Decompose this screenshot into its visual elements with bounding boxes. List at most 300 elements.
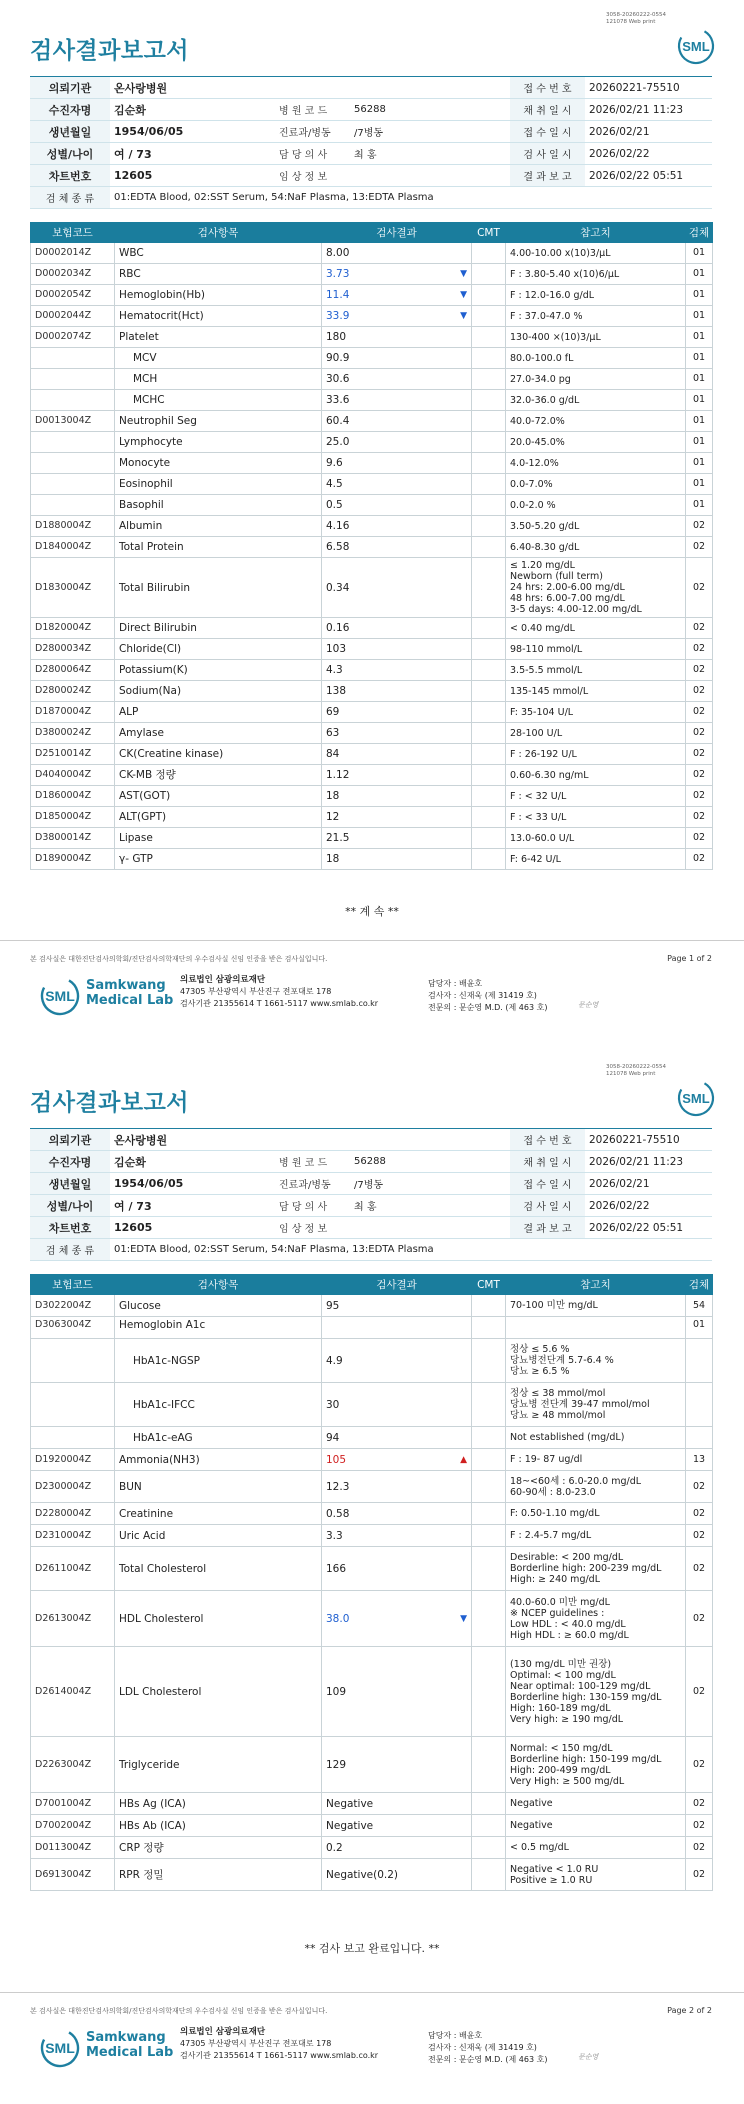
label: 임 상 정 보: [275, 165, 350, 187]
reference-range: [506, 285, 686, 306]
reference-range: [506, 264, 686, 285]
insurance-code: D1920004Z: [31, 1449, 115, 1471]
value: 2026/02/22 05:51: [585, 165, 712, 187]
specimen-code: 02: [686, 702, 713, 723]
specimen-code: 02: [686, 558, 713, 618]
specimen-code: 02: [686, 807, 713, 828]
test-item: BUN: [115, 1471, 322, 1503]
reference-line: 130-400 ×(10)3/μL: [510, 331, 601, 343]
reference-line: ≤ 1.20 mg/dL: [510, 560, 575, 571]
value: 최 홍: [350, 1195, 510, 1217]
reference-line: High HDL : ≥ 60.0 mg/dL: [510, 1629, 629, 1641]
insurance-code: D2280004Z: [31, 1503, 115, 1525]
test-result: [322, 474, 472, 495]
col-header: 보험코드: [31, 1275, 115, 1295]
comment: [472, 1449, 506, 1471]
insurance-code: D2800064Z: [31, 660, 115, 681]
insurance-code: [31, 453, 115, 474]
test-result: [322, 243, 472, 264]
table-row: [31, 411, 713, 432]
comment: [472, 1525, 506, 1547]
comment: [472, 660, 506, 681]
comment: [472, 1503, 506, 1525]
comment: [472, 1793, 506, 1815]
test-result: [322, 660, 472, 681]
reference-range: [506, 681, 686, 702]
test-result: [322, 1339, 472, 1383]
label: 차트번호: [30, 1217, 110, 1239]
insurance-code: D2611004Z: [31, 1547, 115, 1591]
reference-line: 48 hrs: 6.00-7.00 mg/dL: [510, 593, 625, 604]
test-item: Hemoglobin(Hb): [115, 285, 322, 306]
test-item: MCH: [115, 369, 322, 390]
reference-line: Negative < 1.0 RU: [510, 1863, 599, 1875]
reference-line: F : 19- 87 ug/dl: [510, 1454, 583, 1465]
insurance-code: D2300004Z: [31, 1471, 115, 1503]
label: 결 과 보 고: [510, 1217, 585, 1239]
test-item: CK(Creatine kinase): [115, 744, 322, 765]
comment: [472, 744, 506, 765]
comment: [472, 285, 506, 306]
insurance-code: D1850004Z: [31, 807, 115, 828]
result-value: 129: [326, 1758, 347, 1771]
insurance-code: D1840004Z: [31, 537, 115, 558]
comment: [472, 765, 506, 786]
reference-line: F : 12.0-16.0 g/dL: [510, 289, 595, 301]
comment: [472, 411, 506, 432]
comment: [472, 1295, 506, 1317]
insurance-code: D1890004Z: [31, 849, 115, 870]
comment: [472, 828, 506, 849]
col-header: 검사항목: [115, 223, 322, 243]
test-result: [322, 1647, 472, 1737]
result-value: Negative: [326, 1797, 374, 1810]
table-row: [31, 849, 713, 870]
reference-range: [506, 558, 686, 618]
continue-text: ** 계 속 **: [345, 905, 399, 918]
lab-footer: [30, 2022, 712, 2072]
insurance-code: D1870004Z: [31, 702, 115, 723]
result-value: 12.3: [326, 1480, 350, 1493]
comment: [472, 495, 506, 516]
col-header: 검사결과: [322, 223, 472, 243]
comment: [472, 537, 506, 558]
col-header: 참고치: [506, 1275, 686, 1295]
comment: [472, 264, 506, 285]
reference-range: [506, 744, 686, 765]
specimen-code: 02: [686, 1737, 713, 1793]
label: 의뢰기관: [30, 1129, 110, 1151]
reference-range: [506, 1647, 686, 1737]
reference-line: 32.0-36.0 g/dL: [510, 394, 580, 406]
test-item: CRP 정량: [115, 1837, 322, 1859]
result-value: 105: [326, 1453, 347, 1466]
comment: [472, 723, 506, 744]
reference-line: Low HDL : < 40.0 mg/dL: [510, 1618, 626, 1630]
test-item: LDL Cholesterol: [115, 1647, 322, 1737]
org-address: 47305 부산광역시 부산진구 전포대로 178: [180, 987, 332, 996]
table-row: [31, 1449, 713, 1471]
table-row: [31, 681, 713, 702]
org-info: [180, 2026, 378, 2062]
table-row: [31, 660, 713, 681]
test-result: [322, 1837, 472, 1859]
reference-line: F : < 32 U/L: [510, 790, 567, 802]
specimen-code: [686, 1383, 713, 1427]
value: 56288: [350, 1151, 510, 1173]
low-flag-icon: ▼: [460, 311, 467, 321]
reference-line: Borderline high: 200-239 mg/dL: [510, 1563, 662, 1574]
comment: [472, 1427, 506, 1449]
comment: [472, 390, 506, 411]
test-result: [322, 516, 472, 537]
reference-line: Newborn (full term): [510, 571, 603, 582]
test-item: Lipase: [115, 828, 322, 849]
specimen-code: 01: [686, 327, 713, 348]
value: 김순화: [110, 99, 275, 121]
result-value: 4.3: [326, 664, 343, 676]
insurance-code: D3063004Z: [31, 1317, 115, 1339]
result-value: Negative: [326, 1819, 374, 1832]
specimen-code: 13: [686, 1449, 713, 1471]
reference-line: < 0.40 mg/dL: [510, 622, 575, 634]
label: 임 상 정 보: [275, 1217, 350, 1239]
reference-line: Negative: [510, 1798, 553, 1809]
specimen-code: 01: [686, 453, 713, 474]
table-row: [31, 807, 713, 828]
reference-line: 70-100 미만 mg/dL: [510, 1300, 598, 1311]
insurance-code: D2310004Z: [31, 1525, 115, 1547]
reference-range: [506, 1383, 686, 1427]
insurance-code: D2800034Z: [31, 639, 115, 660]
specimen-code: 02: [686, 765, 713, 786]
reference-line: F : 37.0-47.0 %: [510, 310, 583, 322]
test-result: [322, 1317, 472, 1339]
table-row: [31, 828, 713, 849]
table-row: [31, 1383, 713, 1427]
test-result: [322, 432, 472, 453]
insurance-code: D4040004Z: [31, 765, 115, 786]
result-value: 4.9: [326, 1354, 343, 1367]
reference-line: 당뇨병전단계 5.7-6.4 %: [510, 1355, 614, 1366]
reference-line: Borderline high: 130-159 mg/dL: [510, 1691, 662, 1703]
value: 2026/02/21 11:23: [585, 99, 712, 121]
specimen-code: 02: [686, 786, 713, 807]
value: 1954/06/05: [110, 1173, 275, 1195]
test-item: Total Cholesterol: [115, 1547, 322, 1591]
specimen-code: 02: [686, 828, 713, 849]
specimen-code: 02: [686, 1815, 713, 1837]
col-header: CMT: [472, 1275, 506, 1295]
results-table: [30, 1274, 713, 1891]
reference-range: [506, 1503, 686, 1525]
print-code: [606, 1064, 686, 1078]
test-result: [322, 1525, 472, 1547]
reference-line: 3-5 days: 4.00-12.00 mg/dL: [510, 604, 642, 615]
reference-range: [506, 537, 686, 558]
reference-range: [506, 327, 686, 348]
result-value: 30: [326, 1398, 340, 1411]
reference-line: 98-110 mmol/L: [510, 643, 583, 655]
org-address: 47305 부산광역시 부산진구 전포대로 178: [180, 2039, 332, 2048]
table-row: [31, 327, 713, 348]
specimen-code: 02: [686, 1525, 713, 1547]
test-item: WBC: [115, 243, 322, 264]
specimen-code: 02: [686, 1859, 713, 1891]
reference-line: 정상 ≤ 5.6 %: [510, 1344, 570, 1355]
test-result: [322, 1383, 472, 1427]
reference-line: Very high: ≥ 190 mg/dL: [510, 1713, 624, 1725]
result-value: 33.9: [326, 310, 350, 322]
result-value: 166: [326, 1562, 347, 1575]
test-item: Basophil: [115, 495, 322, 516]
insurance-code: [31, 348, 115, 369]
result-value: 3.73: [326, 268, 350, 280]
insurance-code: D3800014Z: [31, 828, 115, 849]
insurance-code: D0113004Z: [31, 1837, 115, 1859]
test-result: [322, 306, 472, 327]
label: 병 원 코 드: [275, 1151, 350, 1173]
result-value: 1.12: [326, 769, 350, 781]
specimen-code: 01: [686, 264, 713, 285]
reference-range: [506, 828, 686, 849]
label: 접 수 번 호: [510, 1129, 585, 1151]
specimen-code: 02: [686, 1471, 713, 1503]
test-item: HbA1c-NGSP: [115, 1339, 322, 1383]
value: 온사랑병원: [110, 77, 275, 99]
specimen-code: 02: [686, 1503, 713, 1525]
footnote: [30, 2006, 712, 2016]
reference-line: 0.0-7.0%: [510, 478, 553, 490]
label: 의뢰기관: [30, 77, 110, 99]
table-row: [31, 432, 713, 453]
specimen-code: 02: [686, 1591, 713, 1647]
label: 담 당 의 사: [275, 1195, 350, 1217]
insurance-code: D2800024Z: [31, 681, 115, 702]
reference-line: Borderline high: 150-199 mg/dL: [510, 1753, 662, 1765]
table-row: [31, 1317, 713, 1339]
insurance-code: [31, 432, 115, 453]
test-item: Platelet: [115, 327, 322, 348]
col-header: 참고치: [506, 223, 686, 243]
reference-range: [506, 1591, 686, 1647]
label: 차트번호: [30, 165, 110, 187]
patient-info: [30, 76, 712, 209]
comment: [472, 1737, 506, 1793]
insurance-code: D1830004Z: [31, 558, 115, 618]
reference-line: 정상 ≤ 38 mmol/mol: [510, 1388, 606, 1399]
print-code-line: 3058-20260222-0554: [606, 1064, 666, 1070]
label: 검 체 종 류: [30, 187, 110, 209]
reference-line: 당뇨 ≥ 6.5 %: [510, 1366, 570, 1377]
insurance-code: [31, 474, 115, 495]
value: 12605: [110, 165, 275, 187]
reference-line: F : 26-192 U/L: [510, 748, 577, 760]
test-result: [322, 390, 472, 411]
reference-line: (130 mg/dL 미만 권장): [510, 1658, 612, 1670]
test-item: HbA1c-IFCC: [115, 1383, 322, 1427]
test-item: Eosinophil: [115, 474, 322, 495]
value: 2026/02/22 05:51: [585, 1217, 712, 1239]
table-row: [31, 1815, 713, 1837]
result-value: 18: [326, 853, 340, 865]
print-code-line: 3058-20260222-0554: [606, 12, 666, 18]
staff-info: [428, 978, 547, 1014]
svg-text:SML: SML: [45, 2040, 75, 2056]
org-contact: 검사기관 21355614 T 1661-5117 www.smlab.co.kr: [180, 2051, 379, 2060]
reference-line: 18~<60세 : 6.0-20.0 mg/dL: [510, 1475, 642, 1487]
result-value: 6.58: [326, 541, 350, 553]
reference-range: [506, 660, 686, 681]
test-item: RPR 정밀: [115, 1859, 322, 1891]
report-title: 검사결과보고서: [30, 38, 190, 64]
divider: [0, 1992, 744, 1993]
col-header: 검체: [686, 223, 713, 243]
test-item: Glucose: [115, 1295, 322, 1317]
test-item: Total Protein: [115, 537, 322, 558]
reference-range: [506, 1317, 686, 1339]
value: 01:EDTA Blood, 02:SST Serum, 54:NaF Plasma, 13:EDTA Plasma: [110, 1239, 712, 1261]
result-value: 25.0: [326, 436, 350, 448]
comment: [472, 1591, 506, 1647]
test-result: [322, 702, 472, 723]
comment: [472, 702, 506, 723]
result-value: 33.6: [326, 394, 350, 406]
reference-range: [506, 1525, 686, 1547]
table-row: [31, 702, 713, 723]
signature: 문순영: [578, 1001, 599, 1009]
test-item: γ- GTP: [115, 849, 322, 870]
test-result: [322, 1295, 472, 1317]
label: 생년월일: [30, 1173, 110, 1195]
specimen-code: 02: [686, 516, 713, 537]
test-result: [322, 639, 472, 660]
table-row: [31, 537, 713, 558]
insurance-code: D2613004Z: [31, 1591, 115, 1647]
specimen-code: 02: [686, 1547, 713, 1591]
test-result: [322, 537, 472, 558]
test-item: Sodium(Na): [115, 681, 322, 702]
table-row: [31, 306, 713, 327]
table-row: [31, 285, 713, 306]
reference-range: [506, 369, 686, 390]
value: 56288: [350, 99, 510, 121]
insurance-code: D1820004Z: [31, 618, 115, 639]
test-result: [322, 495, 472, 516]
reference-range: [506, 1449, 686, 1471]
reference-range: [506, 411, 686, 432]
comment: [472, 306, 506, 327]
high-flag-icon: ▲: [460, 1454, 467, 1465]
test-result: [322, 618, 472, 639]
value: [350, 165, 510, 187]
insurance-code: D0002014Z: [31, 243, 115, 264]
value: 여 / 73: [110, 143, 275, 165]
comment: [472, 849, 506, 870]
reference-range: [506, 1339, 686, 1383]
org-contact: 검사기관 21355614 T 1661-5117 www.smlab.co.kr: [180, 999, 379, 1008]
comment: [472, 1339, 506, 1383]
org-name: 의료법인 삼광의료재단: [180, 2027, 266, 2037]
comment: [472, 1815, 506, 1837]
test-result: [322, 1547, 472, 1591]
reference-line: High: ≥ 240 mg/dL: [510, 1574, 600, 1585]
specimen-code: 01: [686, 306, 713, 327]
test-result: [322, 786, 472, 807]
label: 접 수 일 시: [510, 1173, 585, 1195]
test-item: Uric Acid: [115, 1525, 322, 1547]
specimen-code: 01: [686, 495, 713, 516]
table-row: [31, 390, 713, 411]
specimen-code: 54: [686, 1295, 713, 1317]
reference-line: F: 6-42 U/L: [510, 853, 561, 865]
insurance-code: D0002074Z: [31, 327, 115, 348]
insurance-code: [31, 1339, 115, 1383]
footnote: [30, 954, 712, 964]
staff-line: 전문의 : 문순영 M.D. (제 463 호): [428, 1003, 548, 1012]
reference-line: 135-145 mmol/L: [510, 685, 589, 697]
specimen-code: 01: [686, 243, 713, 264]
test-item: Hemoglobin A1c: [115, 1317, 322, 1339]
comment: [472, 618, 506, 639]
results-table: [30, 222, 713, 870]
reference-line: 당뇨 ≥ 48 mmol/mol: [510, 1410, 606, 1421]
table-row: [31, 243, 713, 264]
label: 성별/나이: [30, 143, 110, 165]
test-item: MCV: [115, 348, 322, 369]
test-result: [322, 411, 472, 432]
comment: [472, 453, 506, 474]
reference-line: 80.0-100.0 fL: [510, 352, 574, 364]
result-value: 138: [326, 685, 347, 697]
result-value: 38.0: [326, 1612, 350, 1625]
test-item: HbA1c-eAG: [115, 1427, 322, 1449]
test-result: [322, 1859, 472, 1891]
reference-range: [506, 453, 686, 474]
reference-range: [506, 390, 686, 411]
test-result: [322, 807, 472, 828]
table-row: [31, 786, 713, 807]
complete-text: ** 검사 보고 완료입니다. **: [304, 1942, 440, 1955]
label: 성별/나이: [30, 1195, 110, 1217]
comment: [472, 786, 506, 807]
test-item: Ammonia(NH3): [115, 1449, 322, 1471]
value: /7병동: [350, 1173, 510, 1195]
value: 여 / 73: [110, 1195, 275, 1217]
reference-line: 4.00-10.00 x(10)3/μL: [510, 247, 611, 259]
table-row: [31, 369, 713, 390]
col-header: CMT: [472, 223, 506, 243]
insurance-code: D7001004Z: [31, 1793, 115, 1815]
test-item: Creatinine: [115, 1503, 322, 1525]
value: 20260221-75510: [585, 77, 712, 99]
reference-line: Desirable: < 200 mg/dL: [510, 1552, 624, 1563]
reference-line: Positive ≥ 1.0 RU: [510, 1874, 593, 1886]
table-row: [31, 495, 713, 516]
label: 수진자명: [30, 1151, 110, 1173]
reference-range: [506, 1837, 686, 1859]
value: 2026/02/22: [585, 143, 712, 165]
table-row: [31, 1427, 713, 1449]
low-flag-icon: ▼: [460, 290, 467, 300]
reference-line: 0.60-6.30 ng/mL: [510, 769, 589, 781]
comment: [472, 1837, 506, 1859]
svg-text:SML: SML: [45, 988, 75, 1004]
table-row: [31, 264, 713, 285]
insurance-code: [31, 1427, 115, 1449]
lab-name: [86, 2030, 173, 2060]
comment: [472, 369, 506, 390]
